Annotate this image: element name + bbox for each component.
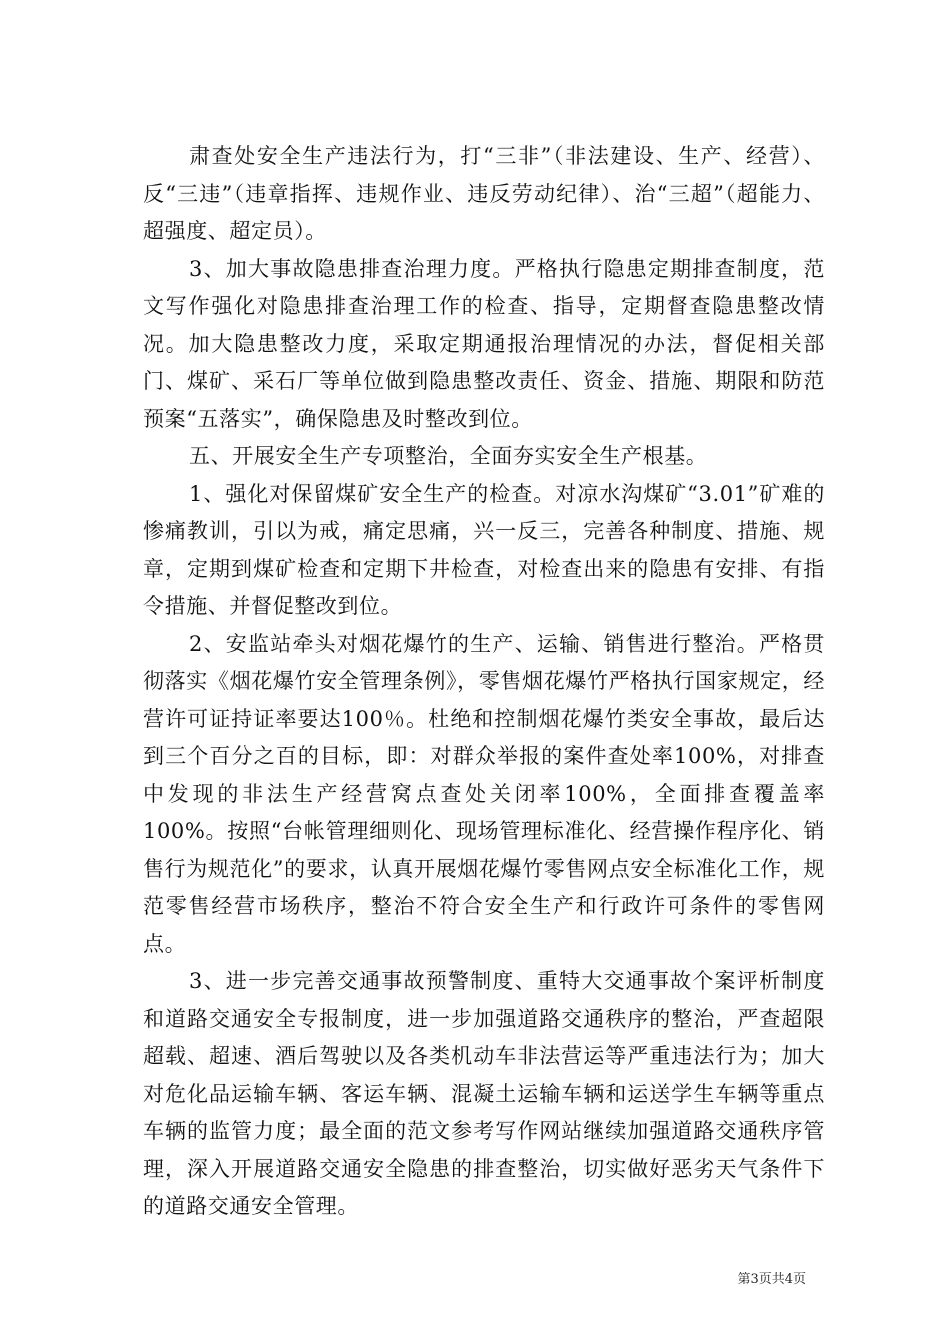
page-number-footer: 第3页共4页 bbox=[737, 1272, 806, 1287]
paragraph-5: 2、安监站牵头对烟花爆竹的生产、运输、销售进行整治。严格贯彻落实《烟花爆竹安全管理条例》，零售烟花爆竹严格执行国家规定，经营许可证持证率要达100％。杜绝和控制烟花爆竹类安全事故，最后达到三个百分之百的目标，即：对群众举报的案件查处率100%，对排查中发现的非法生产经营窝点查处关闭率100%，全面排查覆盖率100%。按照“台帐管理细则化、现场管理标准化、经营操作程序化、销售行为规范化”的要求，认真开展烟花爆竹零售网点安全标准化工作，规范零售经营市场秩序，整治不符合安全生产和行政许可条件的零售网点。 bbox=[143, 631, 825, 956]
document-body bbox=[143, 138, 825, 1226]
paragraph-3: 五、开展安全生产专项整治，全面夯实安全生产根基。 bbox=[189, 444, 708, 468]
paragraph-1: 肃查处安全生产违法行为，打“三非”（非法建设、生产、经营）、反“三违”（违章指挥、违规作业、违反劳动纪律）、治“三超”（超能力、超强度、超定员）。 bbox=[143, 144, 825, 243]
paragraph-6: 3、进一步完善交通事故预警制度、重特大交通事故个案评析制度和道路交通安全专报制度，进一步加强道路交通秩序的整治，严查超限超载、超速、酒后驾驶以及各类机动车非法营运等严重违法行为；加大对危化品运输车辆、客运车辆、混凝土运输车辆和运送学生车辆等重点车辆的监管力度；最全面的范文参考写作网站继续加强道路交通秩序管理，深入开展道路交通安全隐患的排查整治，切实做好恶劣天气条件下的道路交通安全管理。 bbox=[143, 969, 825, 1218]
paragraph-2: 3、加大事故隐患排查治理力度。严格执行隐患定期排查制度，范文写作强化对隐患排查治理工作的检查、指导，定期督查隐患整改情况。加大隐患整改力度，采取定期通报治理情况的办法，督促相关部门、煤矿、采石厂等单位做到隐患整改责任、资金、措施、期限和防范预案“五落实”，确保隐患及时整改到位。 bbox=[143, 256, 825, 431]
paragraph-4: 1、强化对保留煤矿安全生产的检查。对凉水沟煤矿“3.01”矿难的惨痛教训，引以为戒，痛定思痛，兴一反三，完善各种制度、措施、规章，定期到煤矿检查和定期下井检查，对检查出来的隐患有安排、有指令措施、并督促整改到位。 bbox=[143, 481, 825, 618]
